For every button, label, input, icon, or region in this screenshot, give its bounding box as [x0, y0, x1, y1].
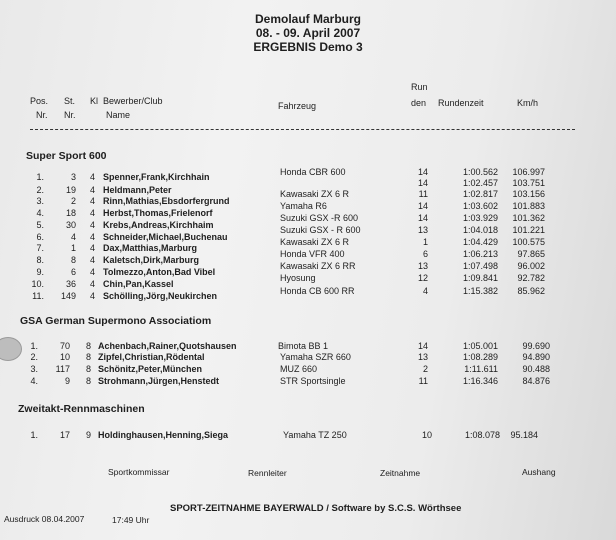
table-row: 14 1:02.457 103.751	[417, 178, 545, 188]
signature-aushang: Aushang	[522, 467, 556, 477]
table-row: 1. 3 4 Spenner,Frank,Kirchhain Honda CBR 600 14 1:00.562 106.997	[36, 167, 545, 182]
table-row: 3. 2 4 Rinn,Mathias,Ebsdorfergrund Yamaha R6 14 1:03.602 101.883	[36, 196, 545, 211]
table-row: 2. 10 8 Zipfel,Christian,Rödental Yamaha SZR 660 13 1:08.289 94.890	[30, 352, 550, 362]
signature-zeitnahme: Zeitnahme	[380, 468, 421, 478]
table-row: 1. 17 9 Holdinghausen,Henning,Siega Yamaha TZ 250 10 1:08.078 95.184	[30, 430, 538, 440]
table-row: 8. 8 4 Kaletsch,Dirk,Marburg Kawasaki ZX 6 RR 13 1:07.498 96.002	[36, 255, 545, 271]
event-dates: 08. - 09. April 2007	[255, 26, 361, 40]
table-row: 10. 36 4 Chin,Pan,Kassel Honda CB 600 RR 4 1:15.382 85.962	[31, 279, 545, 296]
col-den: den	[411, 98, 427, 108]
table-row: 2. 19 4 Heldmann,Peter Kawasaki ZX 6 R 11 1:02.817 103.156	[36, 185, 545, 199]
section-title-supermono: GSA German Supermono Associatiom	[20, 315, 212, 327]
col-pos: Pos.	[30, 96, 49, 106]
col-run: Run	[411, 82, 428, 92]
col-kl: Kl	[90, 96, 99, 106]
col-rundenzeit: Rundenzeit	[438, 98, 484, 108]
table-row: 11. 149 4 Schölling,Jörg,Neukirchen	[32, 291, 218, 301]
signature-rennleiter: Rennleiter	[248, 468, 287, 478]
table-row: 5. 30 4 Krebs,Andreas,Kirchhaim Suzuki GSX - R 600 13 1:04.018 101.221	[36, 220, 545, 235]
table-row: 3. 117 8 Schönitz,Peter,München MUZ 660 2 1:11.611 90.488	[30, 364, 550, 374]
footer-printed-time: 17:49 Uhr	[112, 515, 150, 525]
table-row: 9. 6 4 Tolmezzo,Anton,Bad Vibel Hyosung 12 1:09.841 92.782	[36, 267, 545, 283]
table-row: 6. 4 4 Schneider,Michael,Buchenau Kawasaki ZX 6 R 1 1:04.429 100.575	[36, 232, 545, 247]
col-st-nr: Nr.	[64, 110, 76, 120]
header-divider	[30, 129, 575, 130]
col-name: Name	[106, 110, 131, 120]
signature-sportkommissar: Sportkommissar	[108, 467, 170, 477]
results-subtitle: ERGEBNIS Demo 3	[253, 40, 363, 54]
table-row: 1. 70 8 Achenbach,Rainer,Quotshausen Bimota BB 1 14 1:05.001 99.690	[30, 341, 550, 351]
footer-credit: SPORT-ZEITNAHME BAYERWALD / Software by S.C.S. Wörthsee	[170, 503, 462, 514]
table-row: 7. 1 4 Dax,Matthias,Marburg Honda VFR 400 6 1:06.213 97.865	[36, 243, 545, 259]
section-title-supersport: Super Sport 600	[26, 150, 107, 162]
section-title-zweitakt: Zweitakt-Rennmaschinen	[18, 403, 145, 415]
event-title: Demolauf Marburg	[254, 12, 361, 26]
col-bewerber: Bewerber/Club	[103, 96, 163, 106]
col-st: St.	[64, 96, 76, 106]
table-row: 4. 9 8 Strohmann,Jürgen,Henstedt STR Sportsingle 11 1:16.346 84.876	[30, 376, 550, 386]
col-pos-nr: Nr.	[36, 110, 48, 120]
table-row: 4. 18 4 Herbst,Thomas,Frielenorf Suzuki GSX -R 600 14 1:03.929 101.362	[36, 208, 545, 223]
col-kmh: Km/h	[517, 98, 539, 108]
col-fahrzeug: Fahrzeug	[278, 101, 317, 111]
footer-printed-date: Ausdruck 08.04.2007	[4, 514, 85, 524]
